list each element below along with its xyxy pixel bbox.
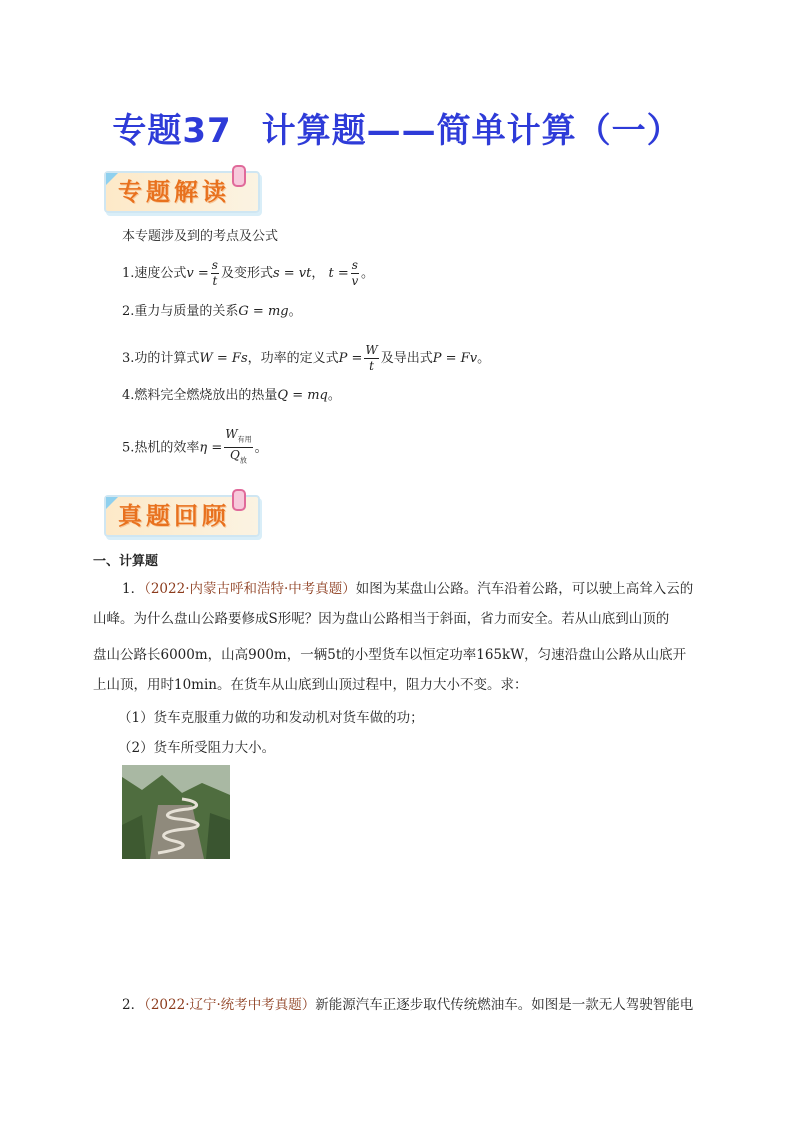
question-1-line-1: 1．（2022·内蒙古呼和浩特·中考真题）如图为某盘山公路。汽车沿着公路，可以驶上高耸入云的 <box>122 581 694 597</box>
banner-corner-icon <box>106 173 118 185</box>
question-source: （2022·辽宁·统考中考真题） <box>144 997 316 1013</box>
paper-clip-icon <box>232 165 246 187</box>
title-topic-number: 专题37 <box>112 111 232 151</box>
question-source: （2022·内蒙古呼和浩特·中考真题） <box>144 581 356 597</box>
banner-past-exams: 真题回顾 <box>104 489 260 539</box>
question-2-line-1: 2．（2022·辽宁·统考中考真题）新能源汽车正逐步取代传统燃油车。如图是一款无人驾驶智能电 <box>122 997 694 1013</box>
formula-speed: 1.速度公式v = $\frac{s}{t}$ 及变形式s = vt， t = $\frac{s}{v}$ 。 <box>122 258 374 288</box>
banner-corner-icon <box>106 497 118 509</box>
section-heading: 一、计算题 <box>93 554 159 569</box>
paper-clip-icon <box>232 489 246 511</box>
question-1-line-4: 上山顶，用时10min。在货车从山底到山顶过程中，阻力大小不变。求： <box>93 677 528 693</box>
formula-gravity: 2.重力与质量的关系G = mg。 <box>122 304 302 319</box>
intro-lead: 本专题涉及到的考点及公式 <box>122 229 279 244</box>
formula-heat: 4.燃料完全燃烧放出的热量Q = mq。 <box>122 388 341 403</box>
banner-interpretation: 专题解读 <box>104 165 260 215</box>
mountain-road-photo <box>122 765 230 859</box>
formula-efficiency: 5.热机的效率η = $\frac{W_{有用}}{Q_放}$ 。 <box>122 427 268 465</box>
question-1-sub-1: （1）货车克服重力做的功和发动机对货车做的功； <box>118 710 424 726</box>
page-title <box>0 103 794 152</box>
question-1-sub-2: （2）货车所受阻力大小。 <box>118 740 276 756</box>
formula-work-power: 3.功的计算式W = Fs，功率的定义式P = $\frac{W}{t}$ 及导出式P = Fv。 <box>122 343 491 373</box>
question-1-line-3: 盘山公路长6000m，山高900m，一辆5t的小型货车以恒定功率165kW，匀速沿盘山公路从山底开 <box>93 647 687 663</box>
title-topic-name: 计算题——简单计算（一） <box>261 111 682 151</box>
question-1-line-2: 山峰。为什么盘山公路要修成S形呢？因为盘山公路相当于斜面，省力而安全。若从山底到山顶的 <box>93 611 670 627</box>
